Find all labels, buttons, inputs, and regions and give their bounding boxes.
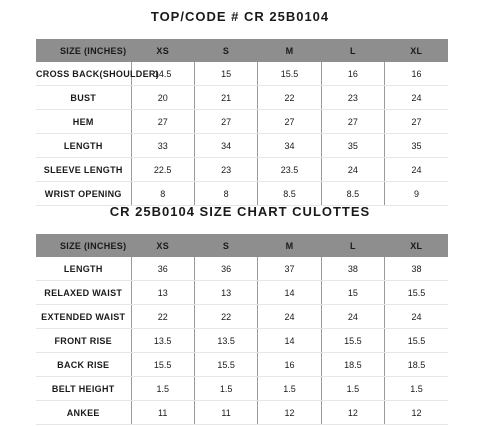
measurement-value: 12 (258, 401, 321, 425)
size-header-l: L (321, 39, 384, 62)
measurement-value: 15.5 (321, 329, 384, 353)
measurement-value: 15.5 (385, 281, 448, 305)
measurement-value: 12 (385, 401, 448, 425)
table-row (36, 401, 448, 425)
culottes-size-chart-table (36, 234, 448, 425)
measurement-label: HEM (36, 110, 131, 134)
measurement-value: 22 (131, 305, 194, 329)
measurement-value: 27 (385, 110, 448, 134)
measurement-value: 27 (131, 110, 194, 134)
measurement-value: 23 (194, 158, 257, 182)
table-row (36, 281, 448, 305)
size-header-s: S (194, 234, 257, 257)
measurement-value: 22 (194, 305, 257, 329)
table-header-row (36, 39, 448, 62)
measurement-value: 8.5 (321, 182, 384, 206)
size-header-l: L (321, 234, 384, 257)
culottes-size-chart-title: CR 25B0104 SIZE CHART CULOTTES (109, 204, 371, 219)
measurement-value: 36 (194, 257, 257, 281)
measurement-value: 15.5 (258, 62, 321, 86)
measurement-value: 38 (321, 257, 384, 281)
measurement-label: BACK RISE (36, 353, 131, 377)
measurement-value: 1.5 (131, 377, 194, 401)
measurement-value: 15.5 (194, 353, 257, 377)
measurement-value: 23 (321, 86, 384, 110)
measurement-value: 24 (385, 158, 448, 182)
measurement-value: 24 (321, 305, 384, 329)
table-row (36, 329, 448, 353)
measurement-label: WRIST OPENING (36, 182, 131, 206)
measurement-value: 11 (131, 401, 194, 425)
size-header-xl: XL (385, 234, 448, 257)
size-header-xs: XS (131, 39, 194, 62)
measurement-value: 13 (131, 281, 194, 305)
measurement-label: FRONT RISE (36, 329, 131, 353)
table-row (36, 158, 448, 182)
measurement-value: 15.5 (131, 353, 194, 377)
top-size-chart-table (36, 39, 448, 206)
table-row (36, 182, 448, 206)
measurement-value: 34 (194, 134, 257, 158)
size-column-header: SIZE (INCHES) (36, 39, 131, 62)
measurement-value: 18.5 (321, 353, 384, 377)
measurement-value: 22 (258, 86, 321, 110)
measurement-value: 27 (194, 110, 257, 134)
table-row (36, 110, 448, 134)
measurement-value: 22.5 (131, 158, 194, 182)
measurement-value: 36 (131, 257, 194, 281)
measurement-value: 13 (194, 281, 257, 305)
measurement-value: 13.5 (131, 329, 194, 353)
measurement-value: 18.5 (385, 353, 448, 377)
measurement-value: 8 (194, 182, 257, 206)
measurement-value: 14 (258, 329, 321, 353)
table-header-row (36, 234, 448, 257)
measurement-value: 33 (131, 134, 194, 158)
measurement-value: 8 (131, 182, 194, 206)
measurement-value: 35 (385, 134, 448, 158)
measurement-value: 24 (321, 158, 384, 182)
measurement-value: 8.5 (258, 182, 321, 206)
measurement-value: 1.5 (194, 377, 257, 401)
measurement-value: 24 (258, 305, 321, 329)
measurement-value: 1.5 (258, 377, 321, 401)
table-row (36, 86, 448, 110)
measurement-label: BUST (36, 86, 131, 110)
measurement-value: 24 (385, 86, 448, 110)
measurement-value: 15 (194, 62, 257, 86)
size-header-xs: XS (131, 234, 194, 257)
measurement-value: 12 (321, 401, 384, 425)
measurement-value: 9 (385, 182, 448, 206)
size-column-header: SIZE (INCHES) (36, 234, 131, 257)
measurement-label: SLEEVE LENGTH (36, 158, 131, 182)
measurement-value: 16 (385, 62, 448, 86)
measurement-label: ANKEE (36, 401, 131, 425)
size-header-m: M (258, 234, 321, 257)
measurement-value: 27 (258, 110, 321, 134)
measurement-label: BELT HEIGHT (36, 377, 131, 401)
measurement-value: 37 (258, 257, 321, 281)
measurement-value: 23.5 (258, 158, 321, 182)
table-row (36, 62, 448, 86)
measurement-value: 34 (258, 134, 321, 158)
measurement-label: EXTENDED WAIST (36, 305, 131, 329)
measurement-value: 15.5 (385, 329, 448, 353)
measurement-value: 21 (194, 86, 257, 110)
size-header-xl: XL (385, 39, 448, 62)
table-row (36, 134, 448, 158)
measurement-value: 1.5 (321, 377, 384, 401)
measurement-value: 13.5 (194, 329, 257, 353)
size-header-s: S (194, 39, 257, 62)
measurement-value: 11 (194, 401, 257, 425)
measurement-value: 20 (131, 86, 194, 110)
measurement-value: 14 (258, 281, 321, 305)
measurement-label: LENGTH (36, 257, 131, 281)
table-row (36, 353, 448, 377)
measurement-value: 38 (385, 257, 448, 281)
measurement-value: 15 (321, 281, 384, 305)
measurement-value: 16 (321, 62, 384, 86)
measurement-label: LENGTH (36, 134, 131, 158)
table-row (36, 377, 448, 401)
measurement-value: 24 (385, 305, 448, 329)
measurement-value: 35 (321, 134, 384, 158)
measurement-label: RELAXED WAIST (36, 281, 131, 305)
top-size-chart-title: TOP/CODE # CR 25B0104 (150, 9, 330, 24)
measurement-value: 27 (321, 110, 384, 134)
table-row (36, 257, 448, 281)
measurement-value: 16 (258, 353, 321, 377)
measurement-label: CROSS BACK(SHOULDER) (36, 62, 131, 86)
measurement-value: 14.5 (131, 62, 194, 86)
size-header-m: M (258, 39, 321, 62)
measurement-value: 1.5 (385, 377, 448, 401)
table-row (36, 305, 448, 329)
